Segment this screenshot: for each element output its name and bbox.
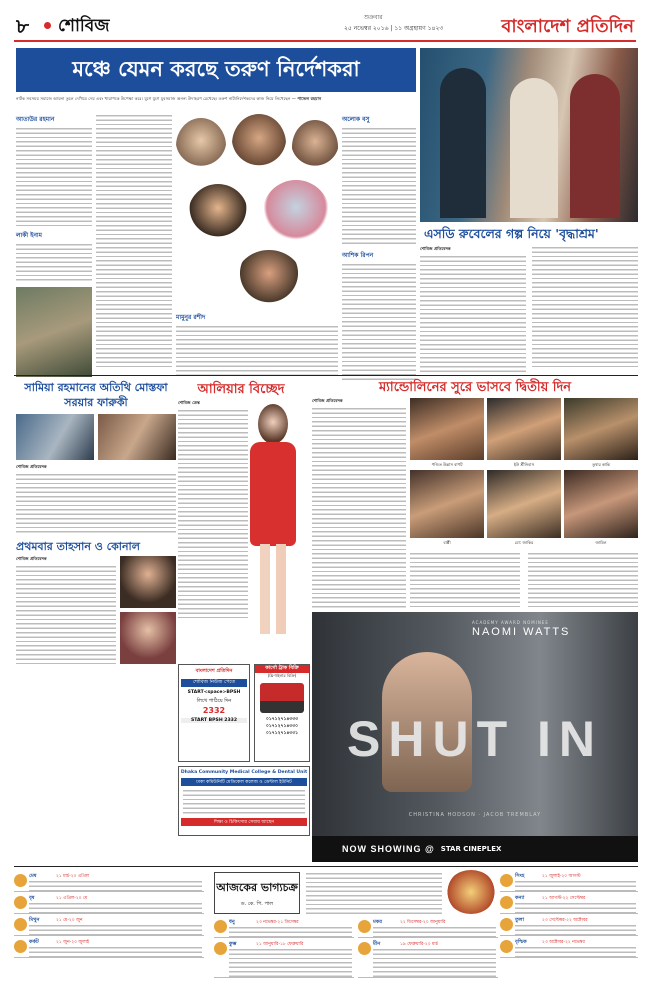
zodiac-icon xyxy=(358,942,371,955)
mandolin-caption-4: বাপ্পী xyxy=(443,540,451,545)
sms-ad[interactable] xyxy=(178,664,250,762)
mandolin-caption-5: মো: জাকির xyxy=(514,540,534,545)
lead-subhead-5: মামুনুর রশীদ xyxy=(176,314,206,321)
zodiac-sign: বৃষ xyxy=(29,895,35,901)
cargo-ad-subtitle: (থ্রি-হুইলার বিক্রি) xyxy=(267,673,297,678)
masthead-rule xyxy=(14,40,636,42)
mandolin-caption-2: ইউ শ্রীনিবাস xyxy=(513,462,535,467)
alia-reporter: শোবিজ ডেস্ক xyxy=(178,400,200,405)
masthead xyxy=(14,10,636,38)
zodiac-sign: কুম্ভ xyxy=(229,941,237,947)
zodiac-text xyxy=(515,902,636,913)
zodiac-sign: মিথুন xyxy=(29,917,40,923)
konal-photo xyxy=(120,612,176,664)
horoscope-cell xyxy=(358,940,498,978)
movie-actor: NAOMI WATTS xyxy=(472,626,571,638)
zodiac-sign: কর্কট xyxy=(29,939,39,945)
lead-subhead-2: অলোক বসু xyxy=(342,116,370,123)
zodiac-text xyxy=(29,946,202,957)
cargo-phone-1: ০১৭১২৭১৪৩৩৩ xyxy=(265,717,299,722)
dental-ad-cta: শিক্ষা ও চিকিৎসার সেবায় আছেন xyxy=(181,818,307,826)
alia-photo xyxy=(236,398,310,640)
zodiac-dates: ২১ এপ্রিল-২০ মে xyxy=(56,896,88,901)
zodiac-sign: তুলা xyxy=(515,917,524,923)
lead-photo-actress xyxy=(16,287,92,377)
zodiac-icon xyxy=(500,896,513,909)
mandolin-caption-1: পণ্ডিত উল্লাস বাপট xyxy=(431,462,463,467)
mandolin-photo-2 xyxy=(487,398,561,460)
lead-collage xyxy=(176,114,338,310)
lead-collage-photo-6 xyxy=(236,250,302,308)
zodiac-dates: ১৯ ফেব্রুয়ারি-২০ মার্চ xyxy=(400,942,439,947)
horoscope-grid xyxy=(14,870,638,980)
zodiac-dates: ২২ ডিসেম্বর-২০ জানুয়ারি xyxy=(400,920,446,925)
alia-headline: আলিয়ার বিচ্ছেদ xyxy=(197,382,285,397)
zodiac-text xyxy=(29,924,202,935)
zodiac-sign: সিংহ xyxy=(515,873,525,879)
samiya-body xyxy=(16,464,176,534)
zodiac-dates: ২১ জানুয়ারি-১৮ ফেব্রুয়ারি xyxy=(256,942,304,947)
cargo-truck-image xyxy=(260,683,304,713)
banner-headline: মঞ্চে যেমন করছে তরুণ নির্দেশকরা xyxy=(72,55,360,81)
lead-col-4 xyxy=(342,114,416,372)
basu-body xyxy=(420,246,638,372)
zodiac-text xyxy=(373,948,496,977)
sms-ad-number: 2332 xyxy=(202,706,226,715)
cargo-ad-title: কার্গো ট্রাক বিক্রি xyxy=(255,665,309,673)
dental-ad-title: Dhaka Community Medical College & Dental Unit xyxy=(180,770,308,775)
lead-col-bottom xyxy=(176,312,338,372)
cinema-logo: STAR CINEPLEX xyxy=(440,845,502,853)
zodiac-icon xyxy=(214,920,227,933)
horoscope xyxy=(14,870,638,980)
horoscope-title: আজকের ভাগ্যচক্র xyxy=(216,881,298,894)
lead-collage-photo-5 xyxy=(262,180,330,248)
basu-reporter: শোবিজ প্রতিবেদক xyxy=(420,246,451,251)
lead-collage-photo-1 xyxy=(176,118,226,174)
cargo-phone-2: ০১৭১২৭১৪৩৩০ xyxy=(265,724,299,729)
mandolin-photo-3 xyxy=(564,398,638,460)
horoscope-cell xyxy=(214,918,354,938)
lead-byline: পাভেল রহমান xyxy=(297,96,322,101)
zodiac-dates: ২১ জুলাই-২০ আগস্ট xyxy=(542,874,581,879)
rule-2 xyxy=(14,866,638,867)
horoscope-cell xyxy=(14,894,204,914)
zodiac-dates: ২১ মার্চ-২০ এপ্রিল xyxy=(56,874,90,879)
horoscope-cell xyxy=(500,872,638,892)
mandolin-photo-6 xyxy=(564,470,638,538)
tahsan-reporter: শোবিজ প্রতিবেদক xyxy=(16,556,47,561)
zodiac-sign: মকর xyxy=(373,919,383,925)
sms-ad-line1: শোবিজ নিউজ পেতে xyxy=(181,679,247,687)
zodiac-text xyxy=(229,926,352,937)
zodiac-dates: ২১ জুন-২০ জুলাই xyxy=(56,940,90,945)
horoscope-cell xyxy=(500,938,638,958)
zodiac-icon xyxy=(500,940,513,953)
zodiac-sign: কন্যা xyxy=(515,895,525,901)
zodiac-icon xyxy=(500,874,513,887)
zodiac-dates: ২১ মে-২০ জুন xyxy=(56,918,83,923)
dental-ad[interactable] xyxy=(178,766,310,836)
lead-collage-photo-3 xyxy=(292,120,338,174)
horoscope-cell xyxy=(14,872,204,892)
horoscope-cell xyxy=(358,918,498,938)
mandolin-reporter: শোবিজ প্রতিবেদক xyxy=(312,398,343,403)
zodiac-text xyxy=(229,948,352,977)
sms-ad-keyword: START<space>BPSH xyxy=(187,690,241,695)
mandolin-photo-5 xyxy=(487,470,561,538)
mandolin-photos xyxy=(410,398,638,548)
zodiac-dates: ২৩ অক্টোবর-২২ নভেম্বর xyxy=(542,940,585,945)
horoscope-cell xyxy=(14,916,204,936)
zodiac-text xyxy=(515,880,636,891)
movie-award: ACADEMY AWARD NOMINEE xyxy=(472,620,549,625)
lead-col-2 xyxy=(96,114,172,372)
samiya-photo-2 xyxy=(98,414,176,460)
issue-day: শুক্রবার xyxy=(364,14,383,21)
rule-1 xyxy=(14,375,638,376)
zodiac-icon xyxy=(14,940,27,953)
issue-date: ২৫ নভেম্বর ২০১৬ | ১১ অগ্রহায়ণ ১৪২৩ xyxy=(344,25,444,32)
zodiac-icon xyxy=(500,918,513,931)
lead-col-1 xyxy=(16,114,92,372)
horoscope-cell xyxy=(500,916,638,936)
samiya-headline: সামিয়া রহমানের অতিথি মোস্তফা সরয়ার ফারুকী xyxy=(24,381,168,409)
zodiac-icon xyxy=(14,918,27,931)
cargo-ad[interactable] xyxy=(254,664,310,762)
zodiac-icon xyxy=(14,896,27,909)
sms-ad-footer: START BPSH 2332 xyxy=(181,718,247,723)
horoscope-cell xyxy=(500,894,638,914)
zodiac-sign: মেষ xyxy=(29,873,37,879)
zodiac-text xyxy=(515,946,636,957)
horoscope-cell xyxy=(14,938,204,958)
section-title: শোবিজ xyxy=(58,16,110,36)
zodiac-icon xyxy=(358,920,371,933)
zodiac-dates: ২১ আগস্ট-২২ সেপ্টেম্বর xyxy=(542,896,586,901)
mandolin-caption-3: তুষার কান্তি xyxy=(592,462,610,467)
banner xyxy=(16,48,416,92)
tahsan-body xyxy=(16,556,116,664)
page-number: ৮ xyxy=(16,14,29,38)
zodiac-sign: ধনু xyxy=(229,919,235,925)
zodiac-text xyxy=(373,926,496,937)
movie-ad[interactable] xyxy=(312,612,638,862)
mandolin-photo-1 xyxy=(410,398,484,460)
movie-title: SHUT IN xyxy=(347,711,603,767)
tahsan-headline: প্রথমবার তাহসান ও কোনাল xyxy=(16,540,140,553)
zodiac-icon xyxy=(14,874,27,887)
lead-collage-photo-2 xyxy=(232,114,286,174)
movie-now-showing: NOW SHOWING @ STAR CINEPLEX xyxy=(312,836,638,862)
samiya-photos xyxy=(16,414,176,460)
lead-subhead-4: আশিক রিপন xyxy=(342,252,374,259)
sms-ad-header: বাংলাদেশ প্রতিদিন xyxy=(195,668,233,674)
zodiac-text xyxy=(29,902,202,913)
zodiac-icon xyxy=(214,942,227,955)
lead-subhead-3: লাকী ইনাম xyxy=(16,232,42,239)
samiya-reporter: শোবিজ প্রতিবেদক xyxy=(16,464,47,469)
zodiac-text xyxy=(515,924,636,935)
mandolin-body xyxy=(312,398,406,608)
lead-subhead-1: আতাউর রহমান xyxy=(16,116,55,123)
red-dot-icon xyxy=(44,22,51,29)
horoscope-cell xyxy=(214,940,354,978)
basu-headline: এসডি রুবেলের গল্প নিয়ে 'বৃদ্ধাশ্রম' xyxy=(424,226,599,241)
tahsan-photo xyxy=(120,556,176,608)
mandolin-body-2 xyxy=(410,552,638,610)
zodiac-dates: ২৩ সেপ্টেম্বর-২২ অক্টোবর xyxy=(542,918,588,923)
zodiac-sign: মীন xyxy=(373,941,381,947)
movie-cast: CHRISTINA HODSON · JACOB TREMBLAY xyxy=(408,812,542,818)
lead-intro: নাটক সবসময় সমাজে আয়না তুলে দেখিয়ে দেয় এবং খারাপকে উপেক্ষা করে। যুগে যুগে যুবসমাজ অনন্য উদাহরণ রেখেছে। তরুণ নাট্যনির্দেশকদের কাজ নিয়ে লিখেছেন — পাভেল রহমান xyxy=(16,96,322,101)
mandolin-caption-6: জামিল xyxy=(595,540,607,545)
samiya-photo-1 xyxy=(16,414,94,460)
basu-photo xyxy=(420,48,638,222)
sms-ad-line2: লিখে পাঠিয়ে দিন xyxy=(196,698,232,704)
horoscope-author: ড. কে. পি. পাল xyxy=(240,901,274,907)
cargo-phone-3: ০১৭১২৭১৪৩৩১ xyxy=(265,731,299,736)
zodiac-text xyxy=(29,880,202,891)
mandolin-photo-4 xyxy=(410,470,484,538)
lead-collage-photo-4 xyxy=(188,184,248,244)
paper-logo: বাংলাদেশ প্রতিদিন xyxy=(501,16,634,37)
zodiac-dates: ২৩ নভেম্বর-২১ ডিসেম্বর xyxy=(256,920,299,925)
tahsan-photos xyxy=(120,556,176,664)
mandolin-headline: ম্যান্ডোলিনের সুরে ভাসবে দ্বিতীয় দিন xyxy=(378,380,572,395)
zodiac-sign: বৃশ্চিক xyxy=(515,939,527,945)
dental-ad-subtitle: ঢাকা কমিউনিটি মেডিকেল কলেজ ও ডেন্টাল ইউনিট xyxy=(181,778,307,786)
